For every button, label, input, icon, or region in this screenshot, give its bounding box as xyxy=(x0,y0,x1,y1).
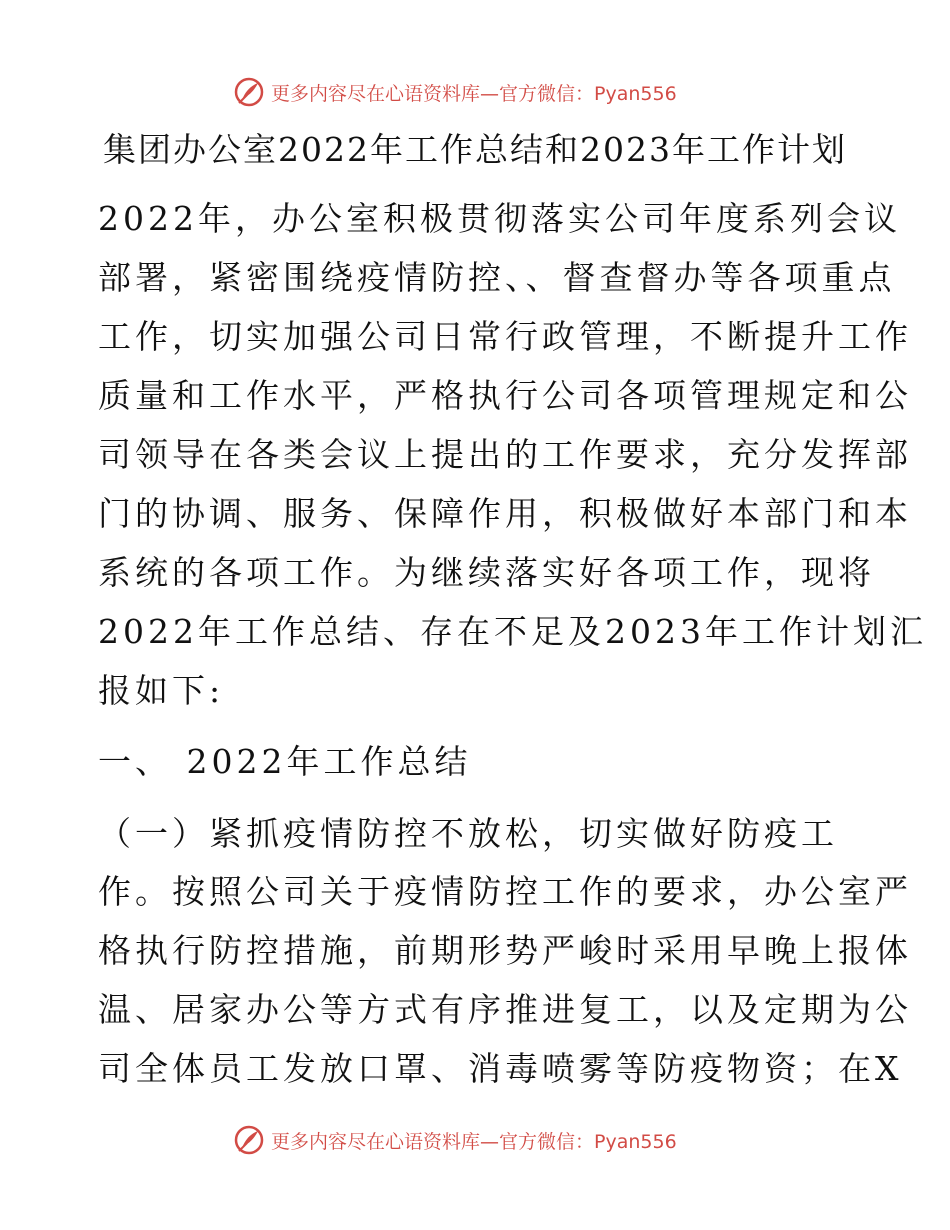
watermark-text: 更多内容尽在心语资料库—官方微信：Pyan556 xyxy=(271,1130,677,1153)
body-line: 温、居家办公等方式有序推进复工，以及定期为公 xyxy=(98,990,912,1029)
body-line: 司领导在各类会议上提出的工作要求，充分发挥部 xyxy=(98,435,912,474)
feather-logo-icon xyxy=(233,76,265,108)
body-line: 部署，紧密围绕疫情防控、、督查督办等各项重点 xyxy=(98,258,896,297)
watermark-text: 更多内容尽在心语资料库—官方微信：Pyan556 xyxy=(271,82,677,105)
body-line: 格执行防控措施，前期形势严峻时采用早晚上报体 xyxy=(98,931,912,970)
subsection-heading: （一）紧抓疫情防控不放松，切实做好防疫工 xyxy=(98,814,838,853)
body-line: 2022年，办公室积极贯彻落实公司年度系列会议 xyxy=(98,199,901,238)
body-line: 作。按照公司关于疫情防控工作的要求，办公室严 xyxy=(98,872,912,911)
body-line: 司全体员工发放口罩、消毒喷雾等防疫物资；在X xyxy=(98,1049,903,1088)
body-line: 系统的各项工作。为继续落实好各项工作，现将 xyxy=(98,553,875,592)
body-line: 2022年工作总结、存在不足及2023年工作计划汇 xyxy=(98,612,927,651)
watermark-top xyxy=(233,74,677,110)
document-title: 集团办公室2022年工作总结和2023年工作计划 xyxy=(103,130,847,169)
body-line: 工作，切实加强公司日常行政管理，不断提升工作 xyxy=(98,317,912,356)
feather-logo-icon xyxy=(233,1124,265,1156)
body-line: 质量和工作水平，严格执行公司各项管理规定和公 xyxy=(98,376,912,415)
body-line: 门的协调、服务、保障作用，积极做好本部门和本 xyxy=(98,494,912,533)
section-heading: 一、 2022年工作总结 xyxy=(98,742,472,781)
watermark-bottom xyxy=(233,1122,677,1158)
body-line: 报如下: xyxy=(98,671,225,710)
